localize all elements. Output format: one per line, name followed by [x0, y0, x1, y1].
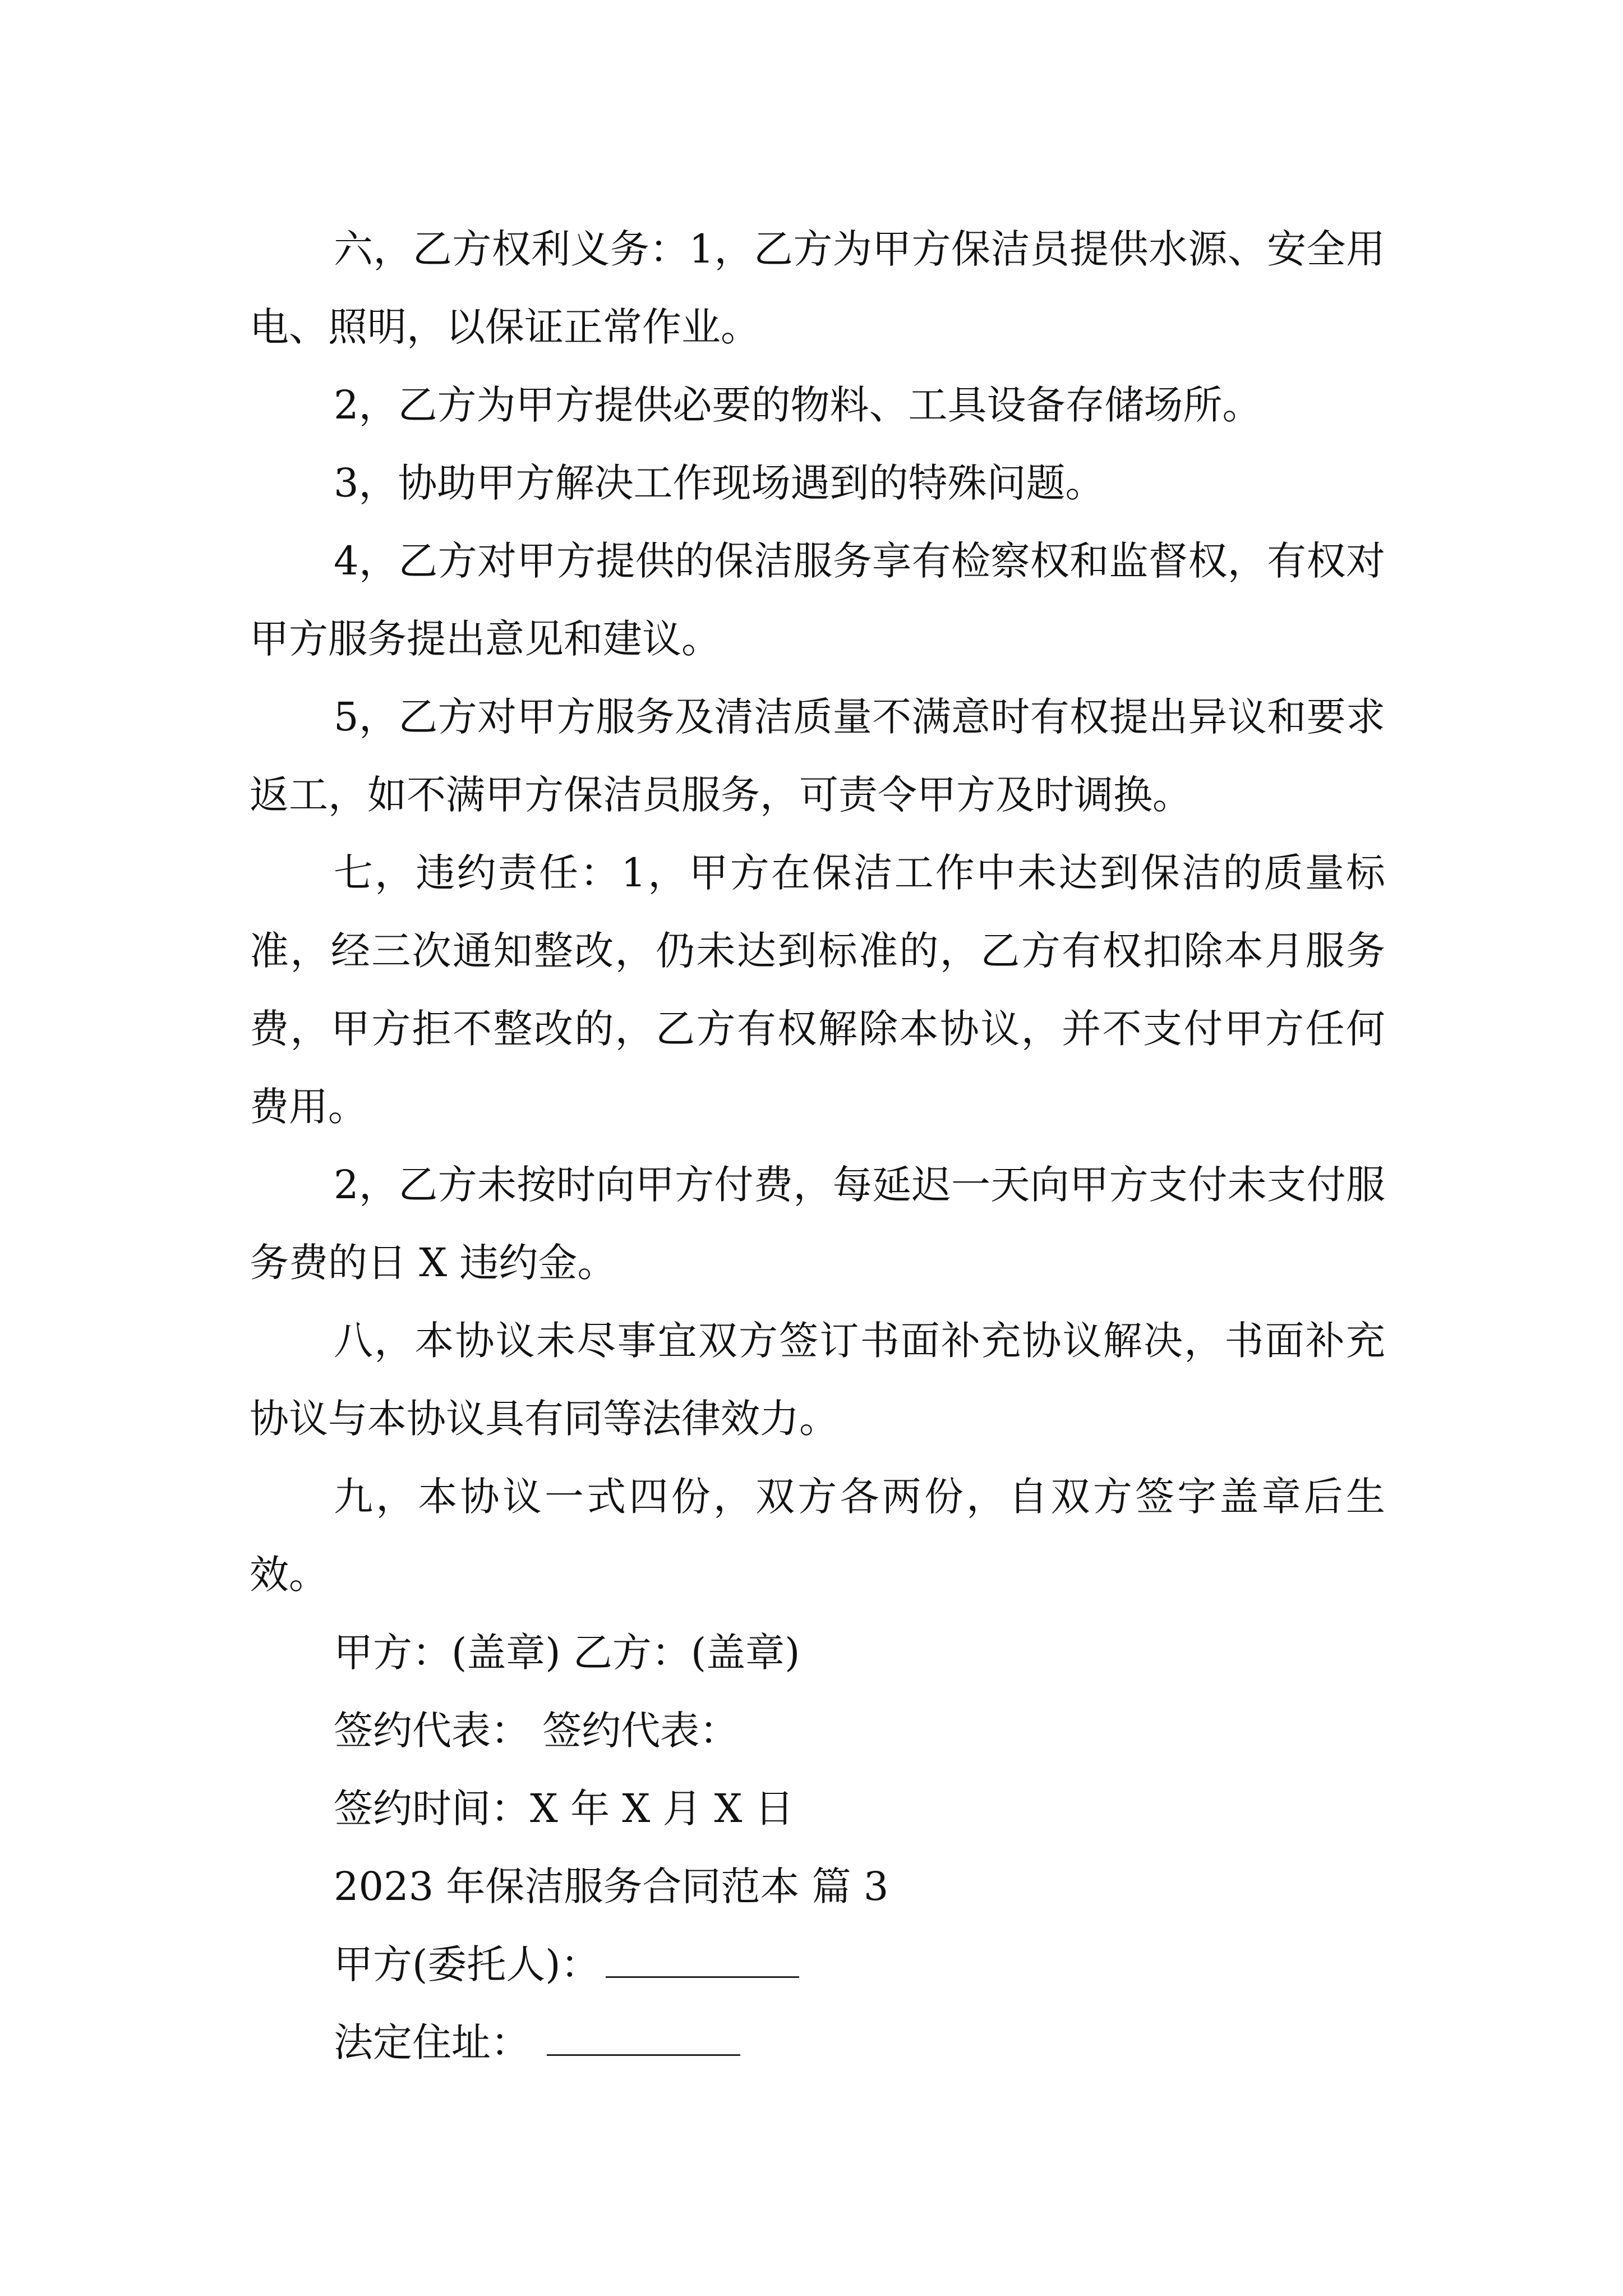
client-label: 甲方(委托人)：: [334, 1941, 600, 1987]
client-blank: [606, 1943, 799, 1978]
paragraph-late-payment: 2，乙方未按时向甲方付费，每延迟一天向甲方支付未支付服务费的日 X 违约金。: [250, 1162, 1385, 1286]
paragraph-assist: 3，协助甲方解决工作现场遇到的特殊问题。: [334, 460, 1105, 506]
paragraph-objection: 5，乙方对甲方服务及清洁质量不满意时有权提出异议和要求返工，如不满甲方保洁员服务，可责令甲方及时调换。: [250, 694, 1385, 818]
address-label: 法定住址：: [334, 2019, 530, 2065]
paragraph-liability: 七，违约责任：1，甲方在保洁工作中未达到保洁的质量标准，经三次通知整改，仍未达到标准的，乙方有权扣除本月服务费，甲方拒不整改的，乙方有权解除本协议，并不支付甲方任何费用。: [250, 850, 1385, 1130]
address-blank: [547, 2021, 740, 2056]
seal-line: 甲方：(盖章) 乙方：(盖章): [334, 1630, 800, 1676]
paragraph-copies: 九，本协议一式四份，双方各两份，自双方签字盖章后生效。: [250, 1474, 1385, 1598]
document-page: [250, 210, 1385, 2082]
address-line: [250, 2004, 1385, 2082]
signing-date-line: 签约时间：X 年 X 月 X 日: [334, 1786, 794, 1832]
representative-line: 签约代表： 签约代表：: [334, 1708, 739, 1754]
section-heading: 2023 年保洁服务合同范本 篇 3: [334, 1864, 889, 1910]
paragraph-inspection: 4，乙方对甲方提供的保洁服务享有检察权和监督权，有权对甲方服务提出意见和建议。: [250, 538, 1385, 662]
paragraph-storage: 2，乙方为甲方提供必要的物料、工具设备存储场所。: [334, 382, 1262, 428]
paragraph-supplement: 八，本协议未尽事宜双方签订书面补充协议解决，书面补充协议与本协议具有同等法律效力。: [250, 1318, 1385, 1442]
client-line: [250, 1926, 1385, 2004]
paragraph-rights-duties: 六，乙方权利义务：1，乙方为甲方保洁员提供水源、安全用电、照明，以保证正常作业。: [250, 226, 1385, 350]
